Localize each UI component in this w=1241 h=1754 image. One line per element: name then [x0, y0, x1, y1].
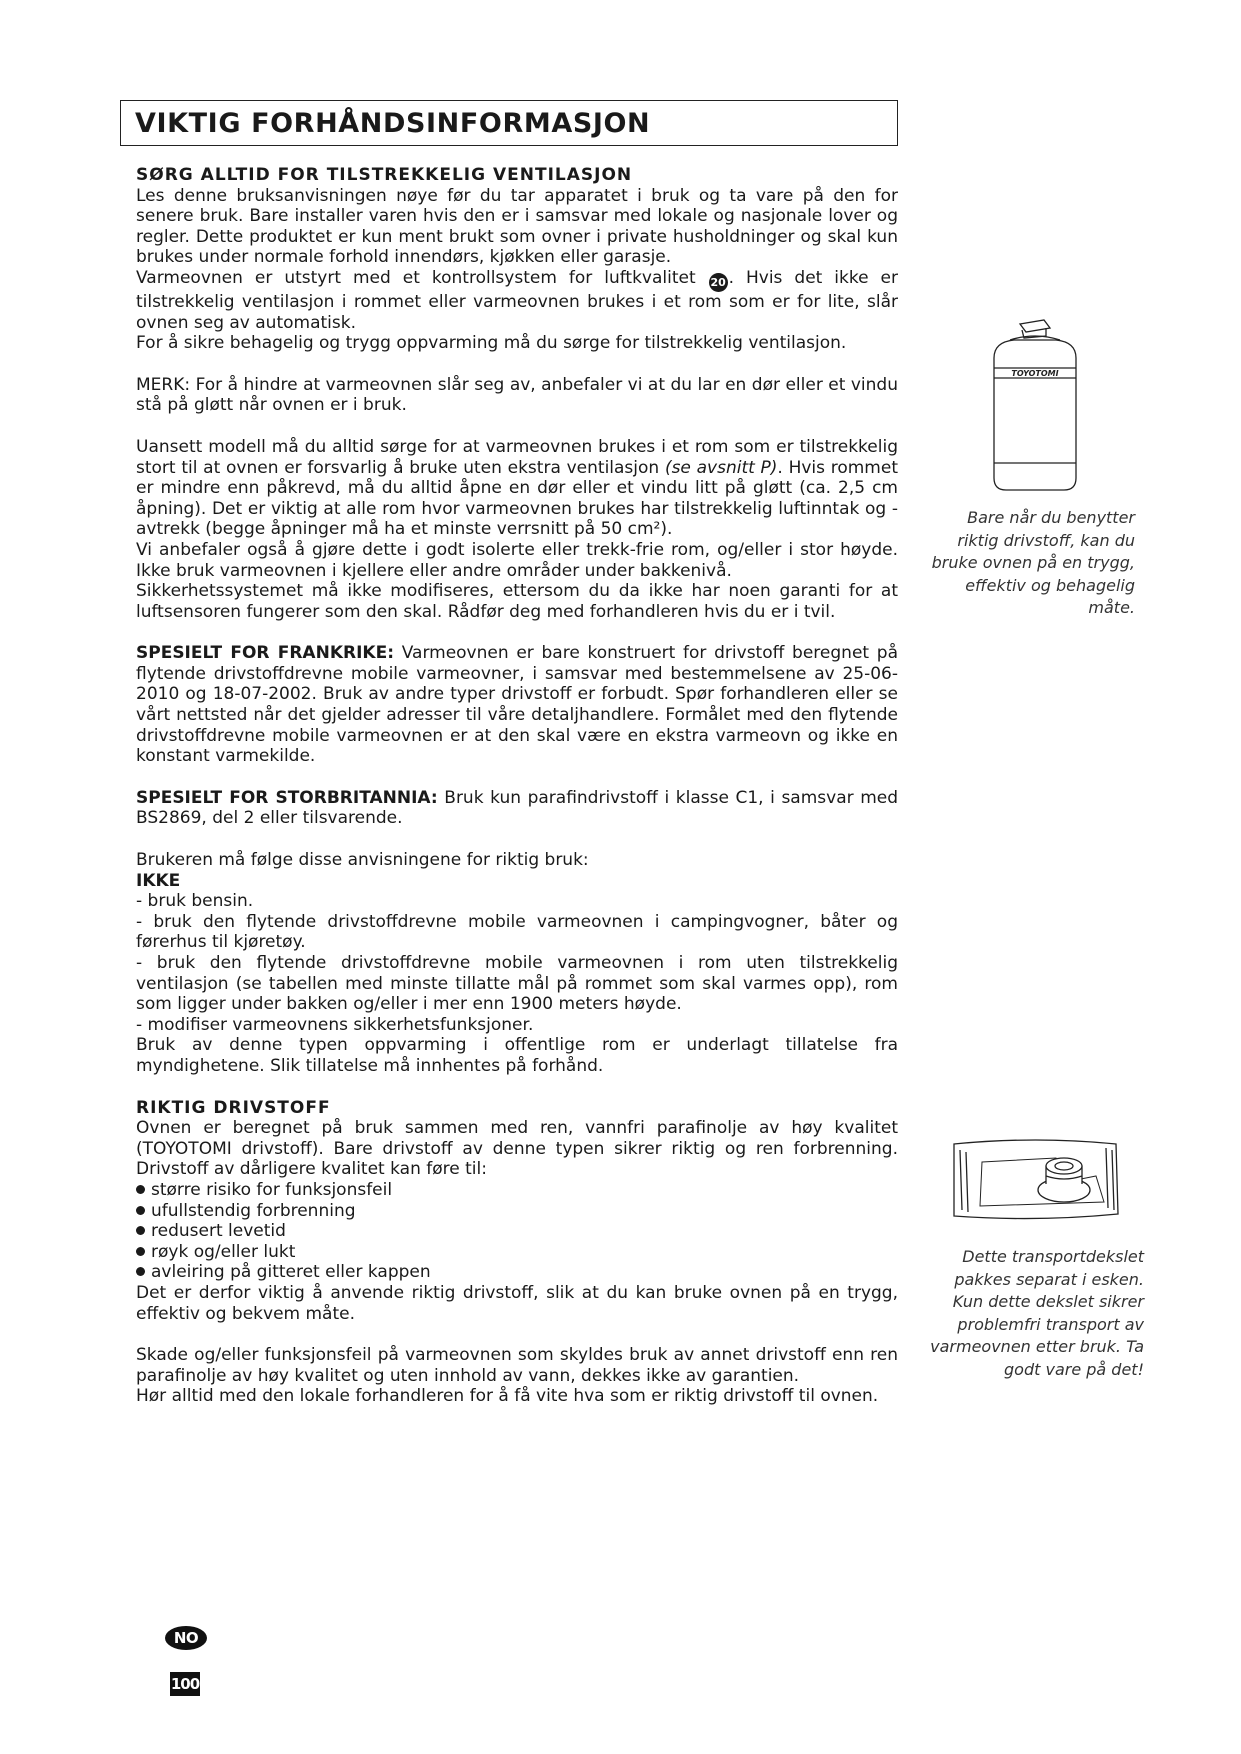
transport-cover-caption: Dette transportdekslet pakkes separat i esken. Kun dette dekslet sikrer problemfri transport av varmeovnen etter bruk. Ta godt vare på det!	[930, 1247, 1144, 1379]
bullet-icon	[136, 1226, 145, 1235]
bullet-icon	[136, 1206, 145, 1215]
usage-item: - bruk den flytende drivstoffdrevne mobile varmeovnen i rom uten tilstrekkelig ventilasjon (se tabellen med minste tillatte mål på rommet som skal varmes opp), rom som ligger under bakken og/eller i mer enn 1900 meters høyde.	[136, 953, 898, 1015]
ventilation-heading: SØRG ALLTID FOR TILSTREKKELIG VENTILASJON	[136, 165, 633, 185]
fuel-can-illustration	[980, 318, 1090, 493]
language-badge: NO	[165, 1626, 207, 1650]
bullet-icon	[136, 1247, 145, 1256]
ventilation-paragraph-2: Varmeovnen er utstyrt med et kontrollsystem for luftkvalitet 20 . Hvis det ikke er tilstrekkelig ventilasjon i rommet eller varmeovnen brukes i et rom som er for lite, slår ovnen seg av automatisk.	[136, 267, 898, 333]
france-paragraph: SPESIELT FOR FRANKRIKE: Varmeovnen er bare konstruert for drivstoff beregnet på flytende drivstoffdrevne mobile varmeovner, i samsvar med bestemmelsene av 25-06-2010 og 18-07-2002. Bruk av andre typer drivstoff er forbudt. Spør forhandleren eller se vårt nettsted når det gjelder adresser til våre detaljhandlere. Formålet med den flytende drivstoffdrevne mobile varmeovnen er at den skal være en ekstra varmeovn og ikke en konstant varmekilde.	[136, 643, 898, 767]
fuel-bullet: røyk og/eller lukt	[136, 1242, 898, 1263]
uk-paragraph: SPESIELT FOR STORBRITANNIA: Bruk kun parafindrivstoff i klasse C1, i samsvar med BS2869, del 2 eller tilsvarende.	[136, 787, 898, 829]
ventilation-paragraph-6: Sikkerhetssystemet må ikke modifiseres, ettersom du da ikke har noen garanti for at luftsensoren fungerer som den skal. Rådfør deg med forhandleren hvis du er i tvil.	[136, 581, 898, 622]
bullet-icon	[136, 1267, 145, 1276]
reference-20-icon: 20	[709, 273, 728, 292]
bullet-icon	[136, 1185, 145, 1194]
ventilation-paragraph-1: Les denne bruksanvisningen nøye før du tar apparatet i bruk og ta vare på den for senere bruk. Bare installer varen hvis den er i samsvar med lokale og nasjonale lover og regler. Dette produktet er kun ment brukt som ovner i private husholdninger og skal kun brukes under normale forhold innendørs, kjøkken eller garasje.	[136, 185, 898, 268]
fuel-paragraph-1: Ovnen er beregnet på bruk sammen med ren, vannfri parafinolje av høy kvalitet (TOYOTOMI drivstoff). Bare drivstoff av denne typen sikrer riktig og ren forbrenning. Drivstoff av dårligere kvalitet kan føre til:	[136, 1118, 898, 1180]
usage-item: - modifiser varmeovnens sikkerhetsfunksjoner.	[136, 1014, 534, 1035]
fuel-paragraph-4: Hør alltid med den lokale forhandleren for å få vite hva som er riktig drivstoff til ovnen.	[136, 1386, 879, 1407]
fuel-heading: RIKTIG DRIVSTOFF	[136, 1097, 331, 1118]
usage-ikke: IKKE	[136, 870, 181, 891]
page-number: 100	[170, 1672, 200, 1696]
fuel-paragraph-2: Det er derfor viktig å anvende riktig drivstoff, slik at du kan bruke ovnen på en trygg, effektiv og bekvem måte.	[136, 1282, 898, 1324]
usage-public: Bruk av denne typen oppvarming i offentlige rom er underlagt tillatelse fra myndighetene. Slik tillatelse må innhentes på forhånd.	[136, 1035, 898, 1076]
usage-intro: Brukeren må følge disse anvisningene for riktig bruk:	[136, 850, 589, 871]
usage-item: - bruk bensin.	[136, 891, 254, 912]
fuel-can-brand: TOYOTOMI	[1011, 369, 1059, 378]
fuel-can-caption: Bare når du benytter riktig drivstoff, kan du bruke ovnen på en trygg, effektiv og behagelig måte.	[931, 508, 1135, 617]
fuel-bullet: ufullstendig forbrenning	[136, 1201, 898, 1222]
ventilation-paragraph-4: Uansett modell må du alltid sørge for at varmeovnen brukes i et rom som er tilstrekkelig stort til at ovnen er forsvarlig å bruke uten ekstra ventilasjon (se avsnitt P). Hvis rommet er mindre enn påkrevd, må du alltid åpne en dør eller et vindu litt på gløtt (ca. 2,5 cm åpning). Det er viktig at alle rom hvor varmeovnen brukes har tilstrekkelig luftinntak og -avtrekk (begge åpninger må ha et minste verrsnitt på 50 cm²).	[136, 436, 898, 540]
fuel-bullet: større risiko for funksjonsfeil	[136, 1180, 898, 1201]
usage-item: - bruk den flytende drivstoffdrevne mobile varmeovnen i campingvogner, båter og førerhus til kjøretøy.	[136, 911, 898, 953]
title-box	[120, 100, 898, 146]
fuel-bullet: redusert levetid	[136, 1221, 898, 1242]
fuel-paragraph-3: Skade og/eller funksjonsfeil på varmeovnen som skyldes bruk av annet drivstoff enn ren parafinolje av høy kvalitet og uten innhold av vann, dekkes ikke av garantien.	[136, 1345, 898, 1386]
ventilation-paragraph-3: For å sikre behagelig og trygg oppvarming må du sørge for tilstrekkelig ventilasjon.	[136, 333, 847, 354]
main-content	[136, 165, 898, 1407]
ventilation-note: MERK: For å hindre at varmeovnen slår seg av, anbefaler vi at du lar en dør eller et vindu stå på gløtt når ovnen er i bruk.	[136, 374, 898, 416]
page-title: VIKTIG FORHÅNDSINFORMASJON	[135, 108, 651, 139]
fuel-bullet: avleiring på gitteret eller kappen	[136, 1262, 898, 1283]
transport-cover-illustration	[946, 1136, 1126, 1226]
ventilation-paragraph-5: Vi anbefaler også å gjøre dette i godt isolerte eller trekk-frie rom, og/eller i stor høyde. Ikke bruk varmeovnen i kjellere eller andre områder under bakkenivå.	[136, 539, 898, 581]
